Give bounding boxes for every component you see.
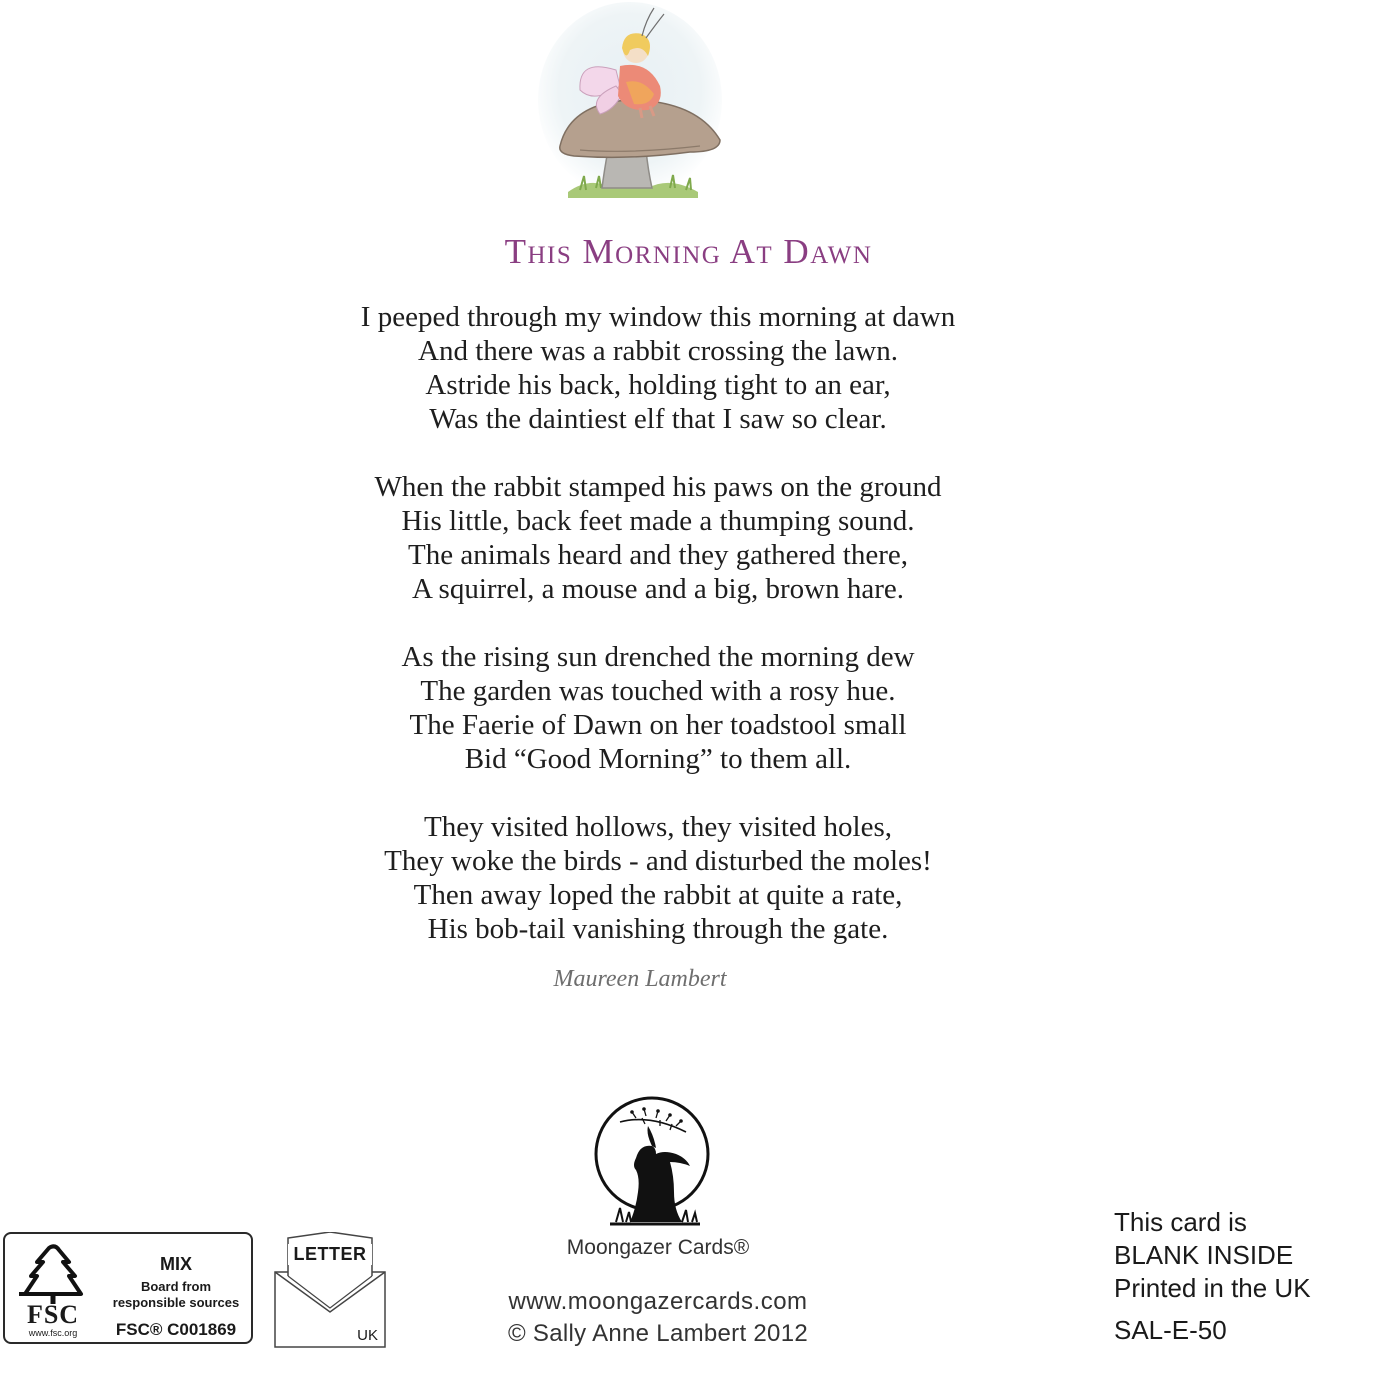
fsc-tree-icon [13, 1240, 93, 1304]
poem-line: A squirrel, a mouse and a big, brown hare. [411, 573, 905, 605]
fsc-license-code: FSC® C001869 [115, 1320, 237, 1339]
poem-line: Bid “Good Morning” to them all. [464, 743, 852, 775]
fsc-description-line: Board from [140, 1279, 212, 1294]
poem-line: I peeped through my window this morning at dawn [360, 301, 956, 333]
fsc-description [101, 1279, 251, 1311]
poem-title: This Morning At Dawn [504, 232, 873, 271]
poem-line: They visited hollows, they visited holes, [424, 811, 892, 843]
card-info-line: BLANK INSIDE [1114, 1240, 1294, 1270]
poem-body [258, 300, 1058, 980]
poem-line: When the rabbit stamped his paws on the ground [374, 471, 942, 503]
poem-stanza [258, 470, 1058, 606]
moongazer-hare-moon-logo [590, 1088, 720, 1236]
poem-stanza [258, 810, 1058, 946]
poem-line: The Faerie of Dawn on her toadstool small [409, 709, 907, 741]
fsc-url: www.fsc.org [28, 1328, 78, 1338]
poem-line: Then away loped the rabbit at quite a rate, [413, 879, 903, 911]
envelope-label: LETTER [288, 1244, 372, 1265]
poem-line: The garden was touched with a rosy hue. [420, 675, 896, 707]
poem-line: The animals heard and they gathered there, [407, 539, 909, 571]
poem-line: Was the daintiest elf that I saw so clear. [429, 403, 887, 435]
poem-line: As the rising sun drenched the morning dew [401, 641, 915, 673]
product-code: SAL-E-50 [1114, 1315, 1227, 1345]
poem-line: Astride his back, holding tight to an ear, [425, 369, 891, 401]
brand-name: Moongazer Cards® [566, 1236, 750, 1259]
fairy-toadstool-illustration [530, 0, 730, 210]
poem-line: They woke the birds - and disturbed the moles! [384, 845, 932, 877]
fsc-mix-label: MIX [159, 1254, 192, 1274]
poem-stanza [258, 640, 1058, 776]
card-info-line: Printed in the UK [1114, 1273, 1311, 1303]
poem-stanza [258, 300, 1058, 436]
poem-author: Maureen Lambert [553, 966, 727, 992]
card-info [1114, 1206, 1364, 1347]
card-info-line: This card is [1114, 1207, 1247, 1237]
envelope-icon [274, 1232, 386, 1348]
envelope-country: UK [357, 1327, 378, 1344]
fsc-description-line: responsible sources [112, 1295, 240, 1310]
fsc-certification-badge [3, 1232, 253, 1344]
fsc-letters: FSC [26, 1300, 80, 1329]
poem-line: And there was a rabbit crossing the lawn. [418, 335, 898, 367]
copyright-notice: © Sally Anne Lambert 2012 [507, 1320, 809, 1347]
poem-line: His little, back feet made a thumping sound. [401, 505, 915, 537]
poem-line: His bob-tail vanishing through the gate. [427, 913, 889, 945]
website-link[interactable]: www.moongazercards.com [508, 1288, 808, 1315]
